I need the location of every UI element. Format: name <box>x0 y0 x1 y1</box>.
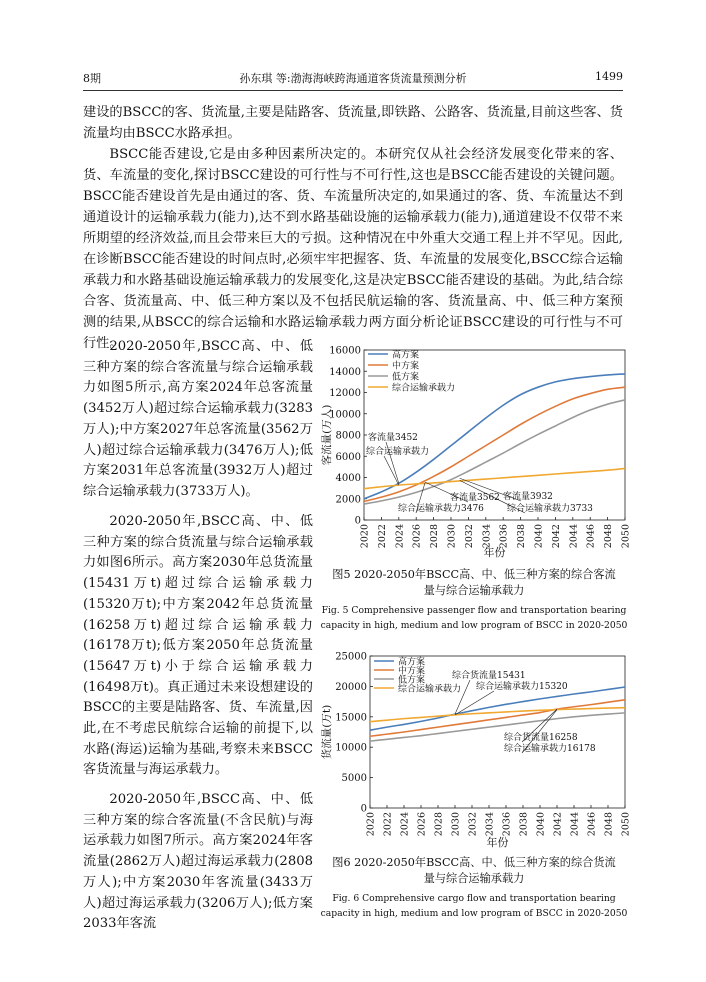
annotation-label: 综合货流量16258 <box>504 733 578 743</box>
x-tick-label: 2048 <box>603 812 615 837</box>
annotation-label: 综合运输承载力16178 <box>504 744 596 754</box>
x-tick-label: 2036 <box>498 524 510 549</box>
figure-6-chart <box>318 648 630 852</box>
x-tick-label: 2040 <box>535 812 547 837</box>
passenger-flow-chart <box>318 340 630 562</box>
x-tick-label: 2038 <box>516 524 528 549</box>
legend-label: 综合运输承载力 <box>392 383 456 394</box>
caption-en-line2: capacity in high, medium and low program of BSCC in 2020-2050 <box>320 908 628 919</box>
x-tick-label: 2024 <box>399 812 411 837</box>
x-tick-label: 2040 <box>533 524 545 549</box>
y-tick-label: 5000 <box>341 773 367 785</box>
annotation-label: 综合运输承载力3733 <box>507 504 593 514</box>
running-title: 孙东琪 等:渤海海峡跨海通道客货流量预测分析 <box>239 72 467 85</box>
y-axis-label: 客流量(万人) <box>321 404 333 466</box>
y-tick-label: 10000 <box>335 742 367 754</box>
annotation-label: 客流量3562 <box>450 493 500 503</box>
annotation-label: 综合运输承载力3476 <box>398 504 484 514</box>
figure-6-caption-en <box>318 891 630 921</box>
x-tick-label: 2028 <box>433 812 445 837</box>
figure-5-caption-zh <box>318 567 630 599</box>
x-tick-label: 2044 <box>569 812 581 837</box>
legend-label: 中方案 <box>392 361 420 372</box>
x-tick-label: 2034 <box>481 524 493 549</box>
legend-label: 中方案 <box>398 666 426 677</box>
x-tick-label: 2042 <box>550 524 562 549</box>
caption-zh-line1: 图6 2020-2050年BSCC高、中、低三种方案的综合货流 <box>332 856 616 869</box>
x-tick-label: 2022 <box>376 524 388 549</box>
y-axis-label: 货流量(万t) <box>321 704 333 760</box>
legend-label: 高方案 <box>392 350 420 361</box>
x-tick-label: 2050 <box>620 524 632 549</box>
header-rule <box>83 90 623 91</box>
y-tick-label: 14000 <box>329 366 361 378</box>
x-tick-label: 2020 <box>365 812 377 837</box>
x-tick-label: 2026 <box>416 812 428 837</box>
page-number: 1499 <box>595 70 623 83</box>
figure-6-caption-zh <box>318 855 630 887</box>
paragraph-1: 建设的BSCC的客、货流量,主要是陆路客、货流量,即铁路、公路客、货流量,目前这些客、货流量均由BSCC水路承担。 <box>83 105 623 141</box>
y-tick-label: 20000 <box>335 681 367 693</box>
x-tick-label: 2042 <box>552 812 564 837</box>
y-tick-label: 0 <box>360 803 367 815</box>
x-tick-label: 2032 <box>463 524 475 549</box>
paragraph-3: 2020-2050年,BSCC高、中、低三种方案的综合客流量与综合运输承载力如图5所示,高方案2024年总客流量(3452万人)超过综合运输承载力(3283万人);中方案2027年总客流量(3562万人)超过综合运输承载力(3476万人);低方案2031年总客流量(3932万人)超过综合运输承载力(3733万人)。 <box>83 339 313 499</box>
annotation-label: 综合运输承载力 <box>366 447 430 457</box>
x-tick-label: 2024 <box>394 524 406 549</box>
paragraph-5: 2020-2050年,BSCC高、中、低三种方案的综合客流量(不含民航)与海运承载力如图7所示。高方案2024年客流量(2862万人)超过海运承载力(2808万人);中方案2030年客流量(3433万人)超过海运承载力(3206万人);低方案2033年客流 <box>83 792 313 932</box>
x-tick-label: 2022 <box>382 812 394 837</box>
y-tick-label: 6000 <box>335 451 361 463</box>
caption-zh-line2: 量与综合运输承载力 <box>423 584 525 597</box>
legend-label: 综合运输承载力 <box>398 684 462 695</box>
annotation-label: 客流量3452 <box>368 433 418 443</box>
series-line <box>370 708 625 722</box>
x-tick-label: 2034 <box>484 812 496 837</box>
caption-zh-line1: 图5 2020-2050年BSCC高、中、低三种方案的综合客流 <box>332 568 616 581</box>
y-tick-label: 10000 <box>329 409 361 421</box>
y-tick-label: 0 <box>354 515 361 527</box>
x-tick-label: 2044 <box>568 524 580 549</box>
x-axis-label: 年份 <box>483 546 506 559</box>
x-tick-label: 2046 <box>585 524 597 549</box>
x-tick-label: 2046 <box>586 812 598 837</box>
y-tick-label: 8000 <box>335 430 361 442</box>
x-tick-label: 2028 <box>429 524 441 549</box>
annotation-label: 客流量3932 <box>503 492 553 502</box>
caption-en-line1: Fig. 5 Comprehensive passenger flow and transportation bearing <box>321 605 627 616</box>
legend-label: 低方案 <box>392 372 420 383</box>
y-tick-label: 16000 <box>329 345 361 357</box>
x-tick-label: 2030 <box>446 524 458 549</box>
y-tick-label: 12000 <box>329 388 361 399</box>
series-line <box>364 468 625 488</box>
x-axis-label: 年份 <box>486 836 509 849</box>
x-tick-label: 2020 <box>359 524 371 549</box>
annotation-label: 综合货流量15431 <box>452 671 526 681</box>
figure-5-caption-en <box>318 603 630 633</box>
cargo-flow-chart <box>318 648 630 852</box>
series-line <box>370 713 625 741</box>
x-tick-label: 2030 <box>450 812 462 837</box>
x-tick-label: 2026 <box>411 524 423 549</box>
y-tick-label: 25000 <box>335 651 367 663</box>
legend-label: 高方案 <box>398 657 426 668</box>
caption-en-line1: Fig. 6 Comprehensive cargo flow and transportation bearing <box>332 893 616 904</box>
paragraph-4: 2020-2050年,BSCC高、中、低三种方案的综合货流量与综合运输承载力如图6所示。高方案2030年总货流量(15431万t)超过综合运输承载力(15320万t);中方案2042年总货流量(16258万t)超过综合运输承载力(16178万t);低方案2050年总货流量(15647万t)小于综合运输承载力(16498万t)。真正通过未来设想建设的BSCC的主要是陆路客、货、车流量,因此,在不考虑民航综合运输的前提下,以水路(海运)运输为基础,考察未来BSCC客货流量与海运承载力。 <box>83 514 313 778</box>
annotation-leader <box>455 691 494 715</box>
issue-number: 8期 <box>83 72 101 85</box>
annotation-label: 综合运输承载力15320 <box>476 682 568 692</box>
legend-label: 低方案 <box>398 675 426 686</box>
caption-en-line2: capacity in high, medium and low program of BSCC in 2020-2050 <box>320 620 628 631</box>
x-tick-label: 2032 <box>467 812 479 837</box>
x-tick-label: 2050 <box>620 812 632 837</box>
y-tick-label: 15000 <box>335 712 367 724</box>
running-header <box>83 70 623 88</box>
x-tick-label: 2036 <box>501 812 513 837</box>
y-tick-label: 4000 <box>335 473 361 484</box>
caption-zh-line2: 量与综合运输承载力 <box>423 872 525 885</box>
y-tick-label: 2000 <box>335 494 361 506</box>
figure-5-chart <box>318 340 630 562</box>
x-tick-label: 2038 <box>518 812 530 837</box>
paragraph-2: BSCC能否建设,它是由多种因素所决定的。本研究仅从社会经济发展变化带来的客、货、车流量的变化,探讨BSCC建设的可行性与不可行性,这也是BSCC能否建设的关键问题。BSCC能否建设首先是由通过的客、货、车流量所决定的,如果通过的客、货、车流量达不到通道设计的运输承载力(能力),达不到水路基础设施的运输承载力(能力),通道建设不仅带不来所期望的经济效益,而且会带来巨大的亏损。这种情况在中外重大交通工程上并不罕见。因此,在诊断BSCC能否建设的时间点时,必须牢牢把握客、货、车流量的发展变化,BSCC综合运输承载力和水路基础设施运输承载力的发展变化,这是决定BSCC能否建设的基础。为此,结合综合客、货流量高、中、低三种方案以及不包括民航运输的客、货流量高、中、低三种方案预测的结果,从BSCC的综合运输和水路运输承载力两方面分析论证BSCC建设的可行性与不可行性。 <box>83 147 623 351</box>
x-tick-label: 2048 <box>603 524 615 549</box>
